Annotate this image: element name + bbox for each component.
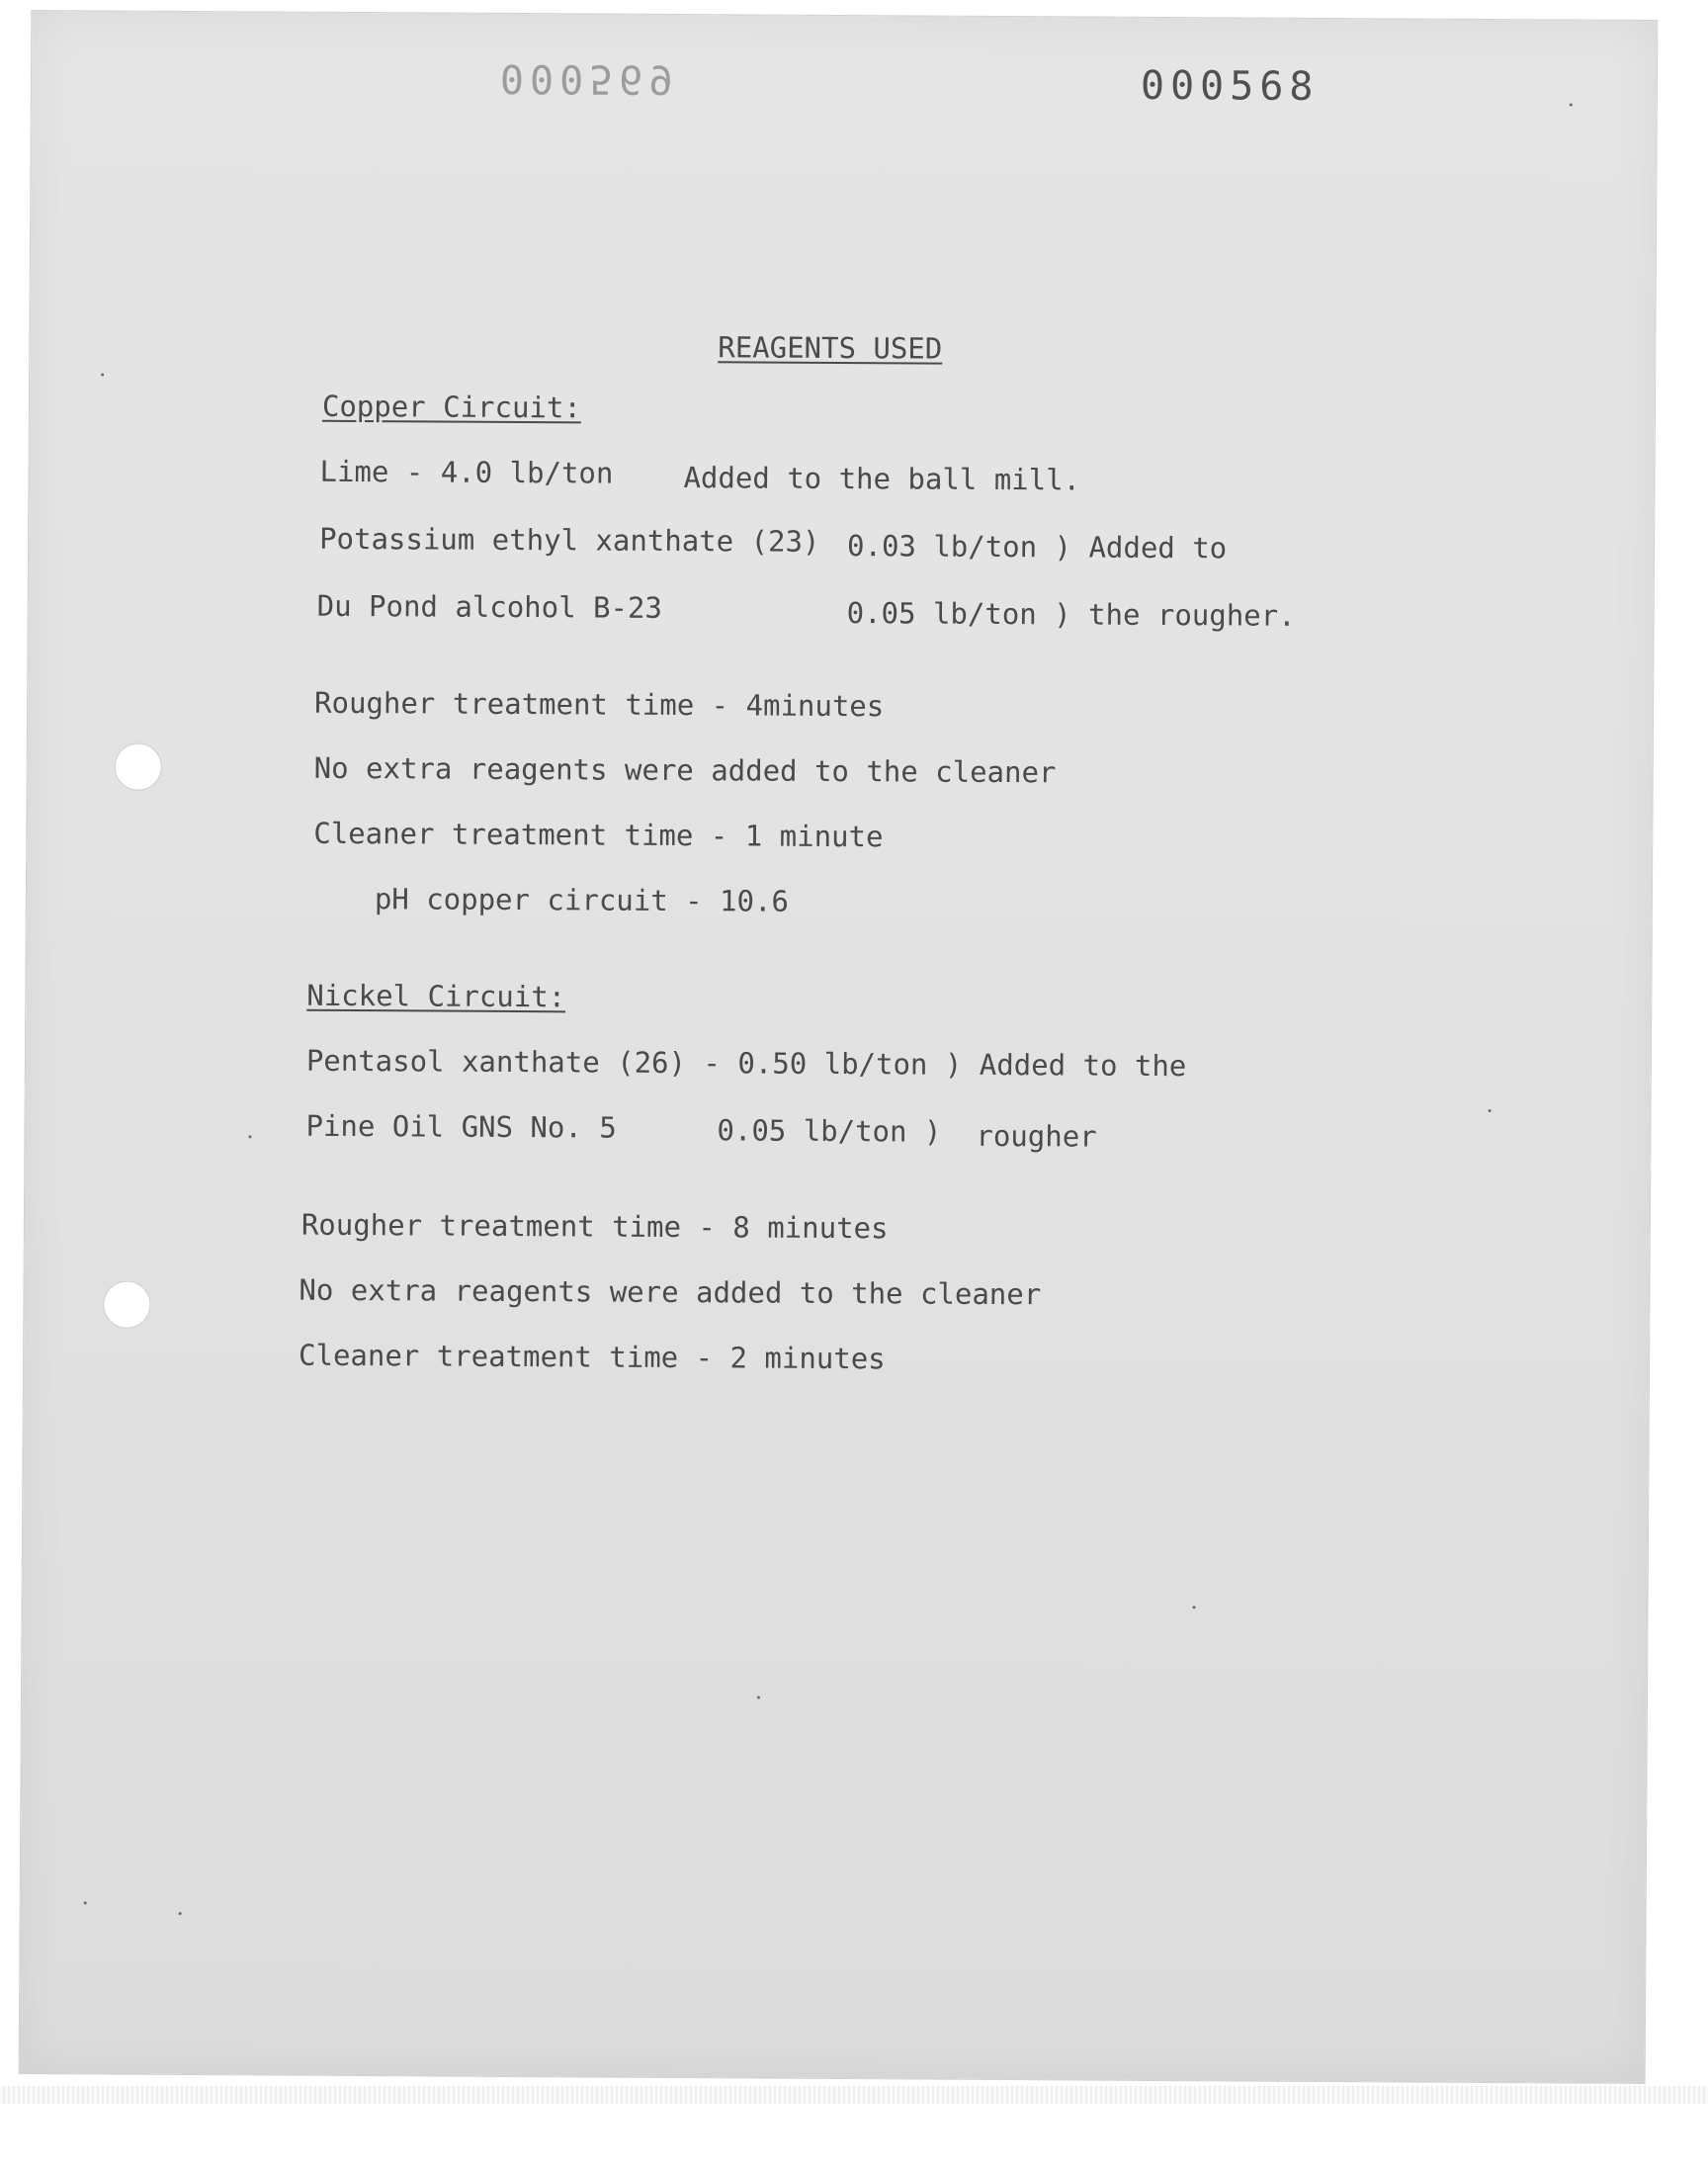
copper-circuit-heading: Copper Circuit: [321,389,581,425]
nickel-circuit-heading: Nickel Circuit: [306,978,566,1014]
alcohol-dose: 0.05 lb/ton ) the rougher. [846,596,1296,633]
pex-label: Potassium ethyl xanthate (23) [319,521,820,559]
pine-oil-label: Pine Oil GNS No. 5 [305,1108,617,1145]
speck [1193,1606,1196,1609]
nickel-cleaner-time: Cleaner treatment time - 2 minutes [298,1338,886,1376]
nickel-rougher-time: Rougher treatment time - 8 minutes [300,1207,889,1246]
alcohol-label: Du Pond alcohol B-23 [316,588,663,625]
page-number-stamp-mirrored: 000569 [499,54,679,102]
page-number-stamp: 000568 [1140,62,1320,110]
pine-oil-dose: 0.05 lb/ton ) [717,1113,942,1149]
speck [179,1912,182,1915]
copper-no-extra: No extra reagents were added to the cleaner [313,750,1057,790]
scan-edge-artifact [0,2086,1708,2104]
speck [1570,104,1573,107]
lime-dose: Lime - 4.0 lb/ton [319,454,614,490]
nickel-no-extra: No extra reagents were added to the cleaner [299,1272,1042,1312]
document-page [20,11,1658,2083]
speck [757,1696,760,1699]
pex-dose: 0.03 lb/ton ) Added to [846,529,1228,566]
speck [248,1135,251,1138]
document-title: REAGENTS USED [718,330,943,366]
copper-rougher-time: Rougher treatment time - 4minutes [314,685,885,724]
copper-ph: pH copper circuit - 10.6 [374,882,790,918]
punch-hole-bottom [103,1280,150,1328]
punch-hole-top [115,743,162,791]
speck [1489,1109,1492,1112]
speck [84,1901,87,1904]
pine-oil-note: rougher [976,1118,1097,1154]
pentasol-line: Pentasol xanthate (26) - 0.50 lb/ton ) Added to the [305,1043,1187,1084]
lime-note: Added to the ball mill. [683,461,1081,497]
speck [101,373,104,376]
copper-cleaner-time: Cleaner treatment time - 1 minute [313,816,884,854]
